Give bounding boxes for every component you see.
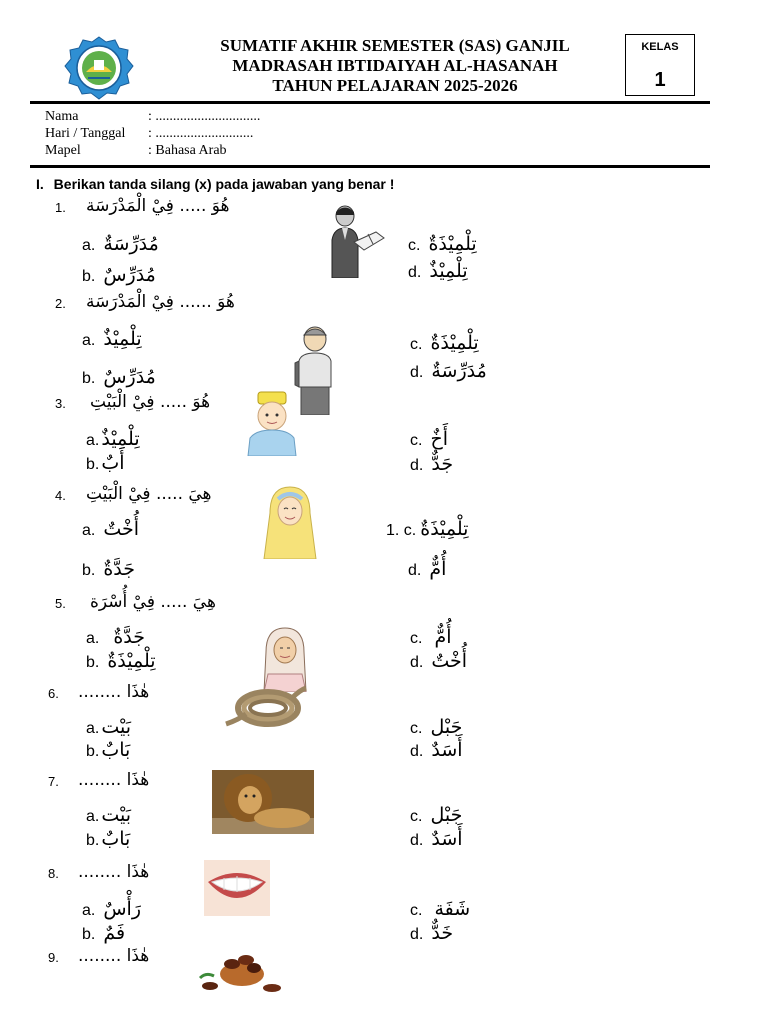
option-b[interactable]: b. جَدَّةٌ (82, 558, 136, 580)
option-c[interactable]: c. جَبْل (410, 804, 463, 826)
school-name: MADRASAH IBTIDAIYAH AL-HASANAH (232, 56, 558, 75)
question-number: 1. (55, 200, 66, 215)
academic-year: TAHUN PELAJARAN 2025-2026 (272, 76, 518, 95)
option-c[interactable]: c. تِلْمِيْذَةٌ (410, 332, 479, 354)
option-d[interactable]: d. مُدَرِّسَةٌ (410, 360, 487, 382)
section-instruction: Berikan tanda silang (x) pada jawaban yang benar ! (53, 176, 395, 192)
question-text: هِيَ ..... فِيْ الْبَيْتِ (86, 484, 212, 504)
question-text: هِيَ ..... فِيْ أُسْرَة (90, 592, 216, 612)
smiling-mouth-image (204, 860, 270, 916)
question-text: هٰذَا ........ (78, 770, 150, 790)
boy-in-cap-image (246, 390, 298, 456)
question-number: 5. (55, 596, 66, 611)
header-divider (30, 101, 710, 104)
option-d[interactable]: d. أَسَدٌ (410, 828, 463, 850)
subject-value: : Bahasa Arab (148, 143, 227, 158)
option-c[interactable]: c. أَخٌ (410, 428, 448, 450)
option-a[interactable]: a. جَدَّةٌ (86, 626, 146, 648)
option-b[interactable]: b. تِلْمِيْذَةٌ (86, 650, 156, 672)
option-b[interactable]: b. فَمٌ (82, 922, 126, 944)
option-b[interactable]: b. بَابٌ (86, 828, 131, 850)
identity-divider (30, 165, 710, 168)
question-number: 9. (48, 950, 59, 965)
option-c[interactable]: c. شَفَة (410, 898, 471, 920)
question-number: 7. (48, 774, 59, 789)
grandmother-image (260, 626, 310, 692)
option-a[interactable]: a. تِلْمِيْذٌ (86, 428, 140, 450)
question-text: هُوَ ..... فِيْ الْمَدْرَسَة (86, 196, 230, 216)
class-label: KELAS (641, 41, 679, 53)
rope-image (222, 684, 308, 732)
option-b[interactable]: b. مُدَرِّسٌ (82, 264, 156, 286)
school-logo (64, 36, 134, 100)
option-b[interactable]: b. أَبٌ (86, 452, 125, 474)
section-heading (36, 176, 394, 192)
option-d[interactable]: d. جَدٌّ (410, 453, 454, 475)
option-c[interactable]: c. أُمٌّ (410, 626, 452, 648)
dates-fruit-image (196, 942, 288, 996)
boy-student-image (293, 325, 337, 415)
question-number: 8. (48, 866, 59, 881)
option-d[interactable]: d. أُمٌّ (408, 558, 447, 580)
question-number: 2. (55, 296, 66, 311)
option-a[interactable]: a. مُدَرِّسَةٌ (82, 233, 159, 255)
question-number: 4. (55, 488, 66, 503)
option-d[interactable]: d. خَدٌّ (410, 922, 454, 944)
male-teacher-reading-image (328, 204, 386, 278)
option-b[interactable]: b. بَابٌ (86, 739, 131, 761)
date-label: Hari / Tanggal (45, 126, 126, 141)
exam-title: SUMATIF AKHIR SEMESTER (SAS) GANJIL (220, 36, 570, 55)
option-c[interactable]: 1. c. تِلْمِيْذَةٌ (386, 518, 469, 540)
class-value: 1 (654, 69, 666, 91)
subject-label: Mapel (45, 143, 81, 158)
question-text: هٰذَا ........ (78, 862, 150, 882)
option-c[interactable]: c. تِلْمِيْذَةٌ (408, 233, 477, 255)
question-number: 3. (55, 396, 66, 411)
option-a[interactable]: a. رَأْسٌ (82, 898, 141, 920)
lion-image (212, 770, 314, 834)
question-text: هٰذَا ........ (78, 946, 150, 966)
name-label: Nama (45, 109, 79, 124)
option-a[interactable]: a. أُخْتٌ (82, 518, 140, 540)
option-d[interactable]: d. أُخْتٌ (410, 650, 468, 672)
option-c[interactable]: c. جَبْل (410, 716, 463, 738)
name-field[interactable]: : .............................. (148, 109, 261, 124)
option-d[interactable]: d. أَسَدٌ (410, 739, 463, 761)
class-box (625, 34, 695, 96)
option-b[interactable]: b. مُدَرِّسٌ (82, 366, 156, 388)
option-a[interactable]: a. تِلْمِيْذٌ (82, 328, 142, 350)
question-text: هُوَ ..... فِيْ الْبَيْتِ (90, 392, 211, 412)
question-number: 6. (48, 686, 59, 701)
option-a[interactable]: a. بَيْت (86, 804, 132, 826)
section-number: I. (36, 176, 44, 192)
date-field[interactable]: : ............................ (148, 126, 254, 141)
option-d[interactable]: d. تِلْمِيْذٌ (408, 260, 468, 282)
option-a[interactable]: a. بَيْت (86, 716, 132, 738)
girl-in-hijab-image (262, 485, 318, 559)
question-text: هٰذَا ........ (78, 682, 150, 702)
question-text: هُوَ ...... فِيْ الْمَدْرَسَة (86, 292, 235, 312)
